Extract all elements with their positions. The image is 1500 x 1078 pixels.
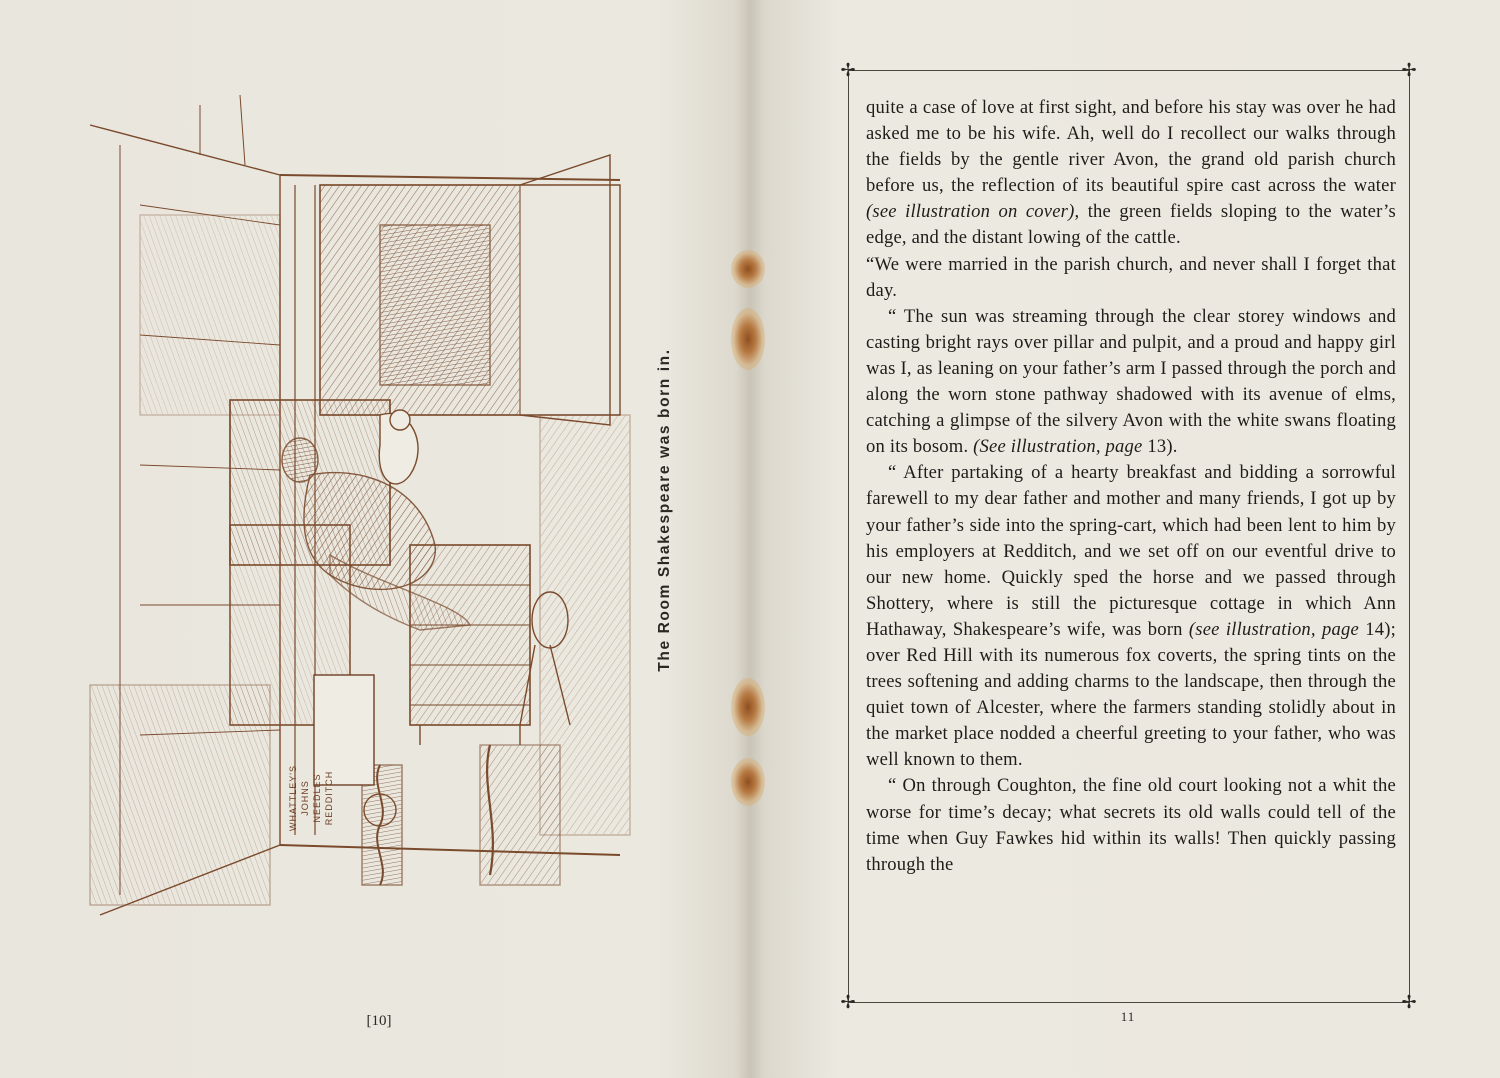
right-page [752, 0, 1500, 1078]
frame-left-rule [848, 70, 849, 1002]
text-run-italic: (see illustration on cover) [866, 201, 1075, 223]
text-run: “We were married in the parish church, and never shall I forget that day. [866, 253, 1396, 301]
engraving-birth-room [80, 85, 640, 935]
text-run: , the green fields sloping to the water’s edge, and the distant lowing of the cattle. [866, 201, 1396, 249]
page-number-left: [10] [366, 1013, 392, 1029]
text-run: quite a case of love at first sight, and before his stay was over he had asked me to be his wife. Ah, well do I recollect our walks through the fields by the gentle river Avon, the grand old parish church before us, the reflection of its beautiful spire cast across the water [866, 97, 1396, 197]
wall-sign [287, 738, 347, 858]
corner-ornament-icon: ✢ [840, 60, 856, 80]
text-run-italic: (see illustration, page [1188, 618, 1359, 640]
text-run: “ After partaking of a hearty breakfast and bidding a sorrowful farewell to my dear father and mother and many friends, I got up by your father’s side into the spring-cart, which had been lent to him by his employers at Redditch, and we set off on our eventful drive to our new home. Quickly sped the horse and we passed through Shottery, where is still the picturesque cottage in which Ann Hathaway, Shakespeare’s wife, was born [866, 462, 1396, 640]
paragraph [866, 95, 1396, 252]
engraving-drawing [80, 85, 640, 935]
paragraph [866, 460, 1396, 773]
text-run: “ On through Coughton, the fine old court looking not a whit the worse for time’s decay; what secrets its old walls could tell of the time when Guy Fawkes hid within its walls! Then quickly passing through the [866, 775, 1396, 875]
sign-line: NEEDLES [312, 773, 322, 823]
paragraph [866, 252, 1396, 304]
text-run: 14); over Red Hill with its numerous fox coverts, the spring tints on the trees softening and adding charms to the landscape, then through the quiet town of Alcester, where the farmers standing stolidly about in the market place nodded a cheerful greeting to your father, who was well known to them. [866, 618, 1396, 771]
page-number-right: 11 [1120, 1009, 1136, 1024]
left-page [0, 0, 748, 1078]
sign-line: REDDITCH [324, 770, 334, 826]
sign-line: JOHNS [300, 780, 310, 816]
text-run: “ The sun was streaming through the clear storey windows and casting bright rays over pillar and pulpit, and a proud and happy girl was I, as leaning on your father’s arm I passed through the porch and along the worn stone pathway shadowed with its avenue of elms, catching a glimpse of the silvery Avon with the white swans floating on its bosom. [866, 305, 1396, 458]
paragraph [866, 773, 1396, 877]
frame-top-rule [848, 70, 1410, 71]
corner-ornament-icon: ✢ [1401, 992, 1417, 1012]
body-text [866, 95, 1396, 878]
frame-right-rule [1409, 70, 1410, 1002]
corner-ornament-icon: ✢ [1401, 60, 1417, 80]
sign-line: WHATTLEY'S [288, 764, 298, 832]
frame-bottom-rule [848, 1002, 1410, 1003]
text-run-italic: (See illustration, page [973, 436, 1143, 458]
paragraph [866, 304, 1396, 461]
corner-ornament-icon: ✢ [840, 992, 856, 1012]
illustration-caption: The Room Shakespeare was born in. [656, 348, 673, 672]
text-run: 13). [1142, 436, 1178, 458]
